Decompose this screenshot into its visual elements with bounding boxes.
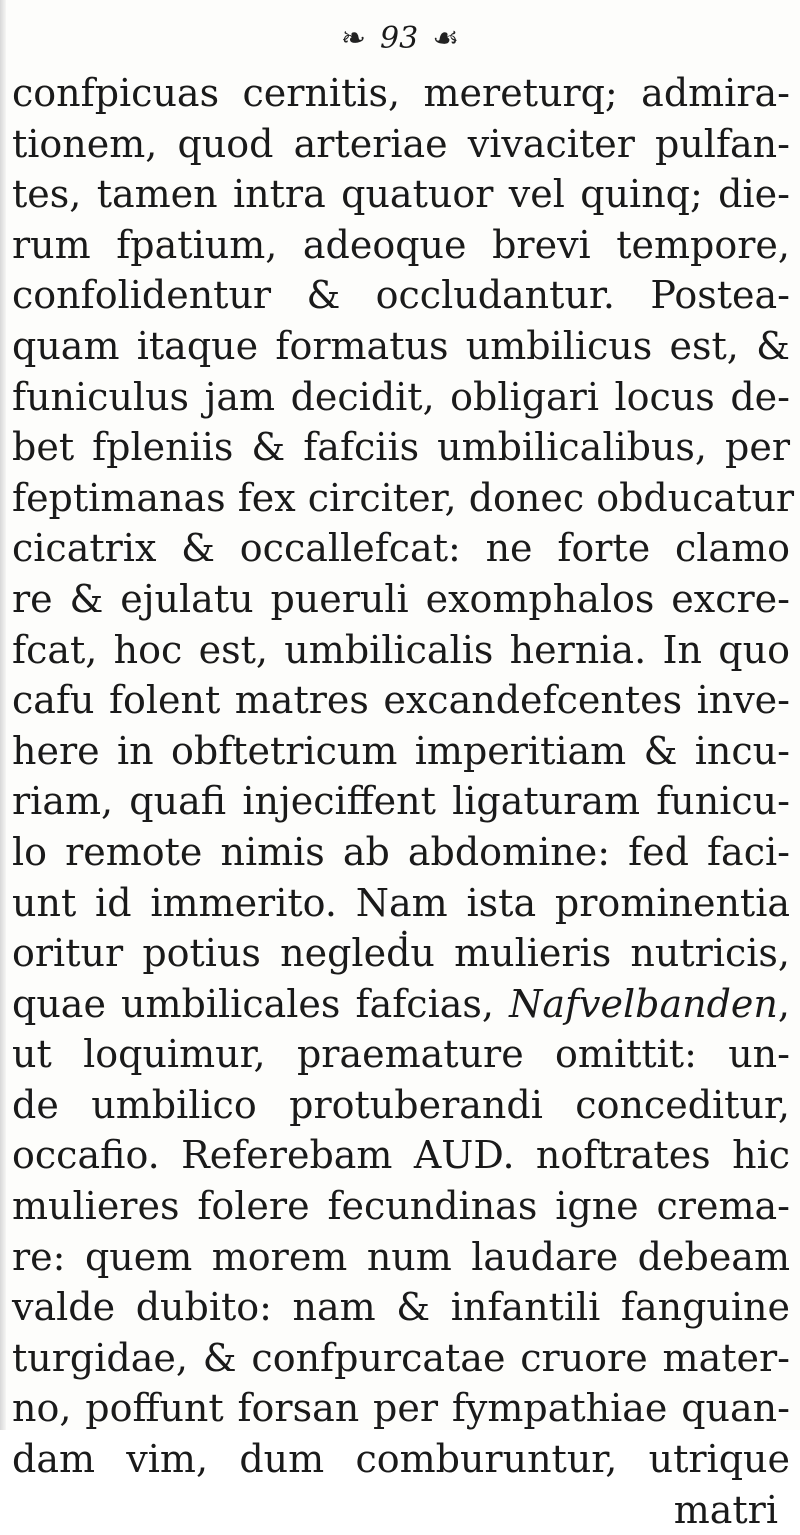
text-line: oritur potius negleḋu mulieris nutricis,	[12, 931, 790, 976]
page-number: 93	[380, 20, 419, 56]
text-line: here in obftetricum imperitiam & incu-	[12, 728, 790, 773]
right-ornament-icon: ☙	[432, 20, 460, 56]
text-line: riam, quafi injeciffent ligaturam funicu-	[12, 779, 790, 824]
catchword: matri	[673, 1487, 778, 1532]
text-line: tionem, quod arteriae vivaciter pulfan-	[12, 121, 790, 166]
text-line: fcat, hoc est, umbilicalis hernia. In quo	[12, 627, 790, 672]
text-line: feptimanas fex circiter, donec obducatur	[12, 475, 795, 520]
page-edge	[0, 0, 6, 1430]
text-line: valde dubito: nam & infantili fanguine	[12, 1285, 790, 1330]
body-text	[12, 68, 795, 1535]
text-line: re: quem morem num laudare debeam	[12, 1234, 790, 1279]
text-line: confolidentur & occludantur. Postea-	[12, 273, 790, 318]
text-line: ut loquimur, praemature omittit: un-	[12, 1032, 790, 1077]
text-line: cafu folent matres excandefcentes inve-	[12, 678, 790, 723]
text-line: no, poffunt forsan per fympathiae quan-	[12, 1386, 790, 1431]
text-line: re & ejulatu pueruli exomphalos excre-	[12, 576, 790, 621]
text-line: turgidae, & confpurcatae cruore mater-	[12, 1335, 790, 1380]
text-line: mulieres folere fecundinas igne crema-	[12, 1184, 790, 1229]
text-line: quae umbilicales fafcias, Nafvelbanden,	[12, 981, 790, 1026]
text-line: occafio. Referebam AUD. noftrates hic	[12, 1133, 790, 1178]
text-line: cicatrix & occallefcat: ne forte clamo	[12, 526, 790, 571]
text-line: rum fpatium, adeoque brevi tempore,	[12, 222, 790, 267]
text-line: confpicuas cernitis, mereturq; admira-	[12, 71, 790, 115]
left-ornament-icon: ❧	[340, 20, 367, 56]
text-line: funiculus jam decidit, obligari locus de-	[12, 374, 790, 419]
text-line: tes, tamen intra quatuor vel quinq; die-	[12, 172, 790, 217]
page-header	[0, 8, 800, 68]
text-line: bet fpleniis & fafciis umbilicalibus, per	[12, 425, 790, 470]
text-line: dam vim, dum comburuntur, utrique	[12, 1437, 790, 1482]
text-line: lo remote nimis ab abdomine: fed faci-	[12, 829, 790, 874]
text-line: quam itaque formatus umbilicus est, &	[12, 323, 790, 368]
text-line: unt id immerito. Nam ista prominentia	[12, 880, 790, 925]
text-line: de umbilico protuberandi conceditur,	[12, 1082, 790, 1127]
italic-term: Nafvelbanden	[509, 981, 778, 1026]
